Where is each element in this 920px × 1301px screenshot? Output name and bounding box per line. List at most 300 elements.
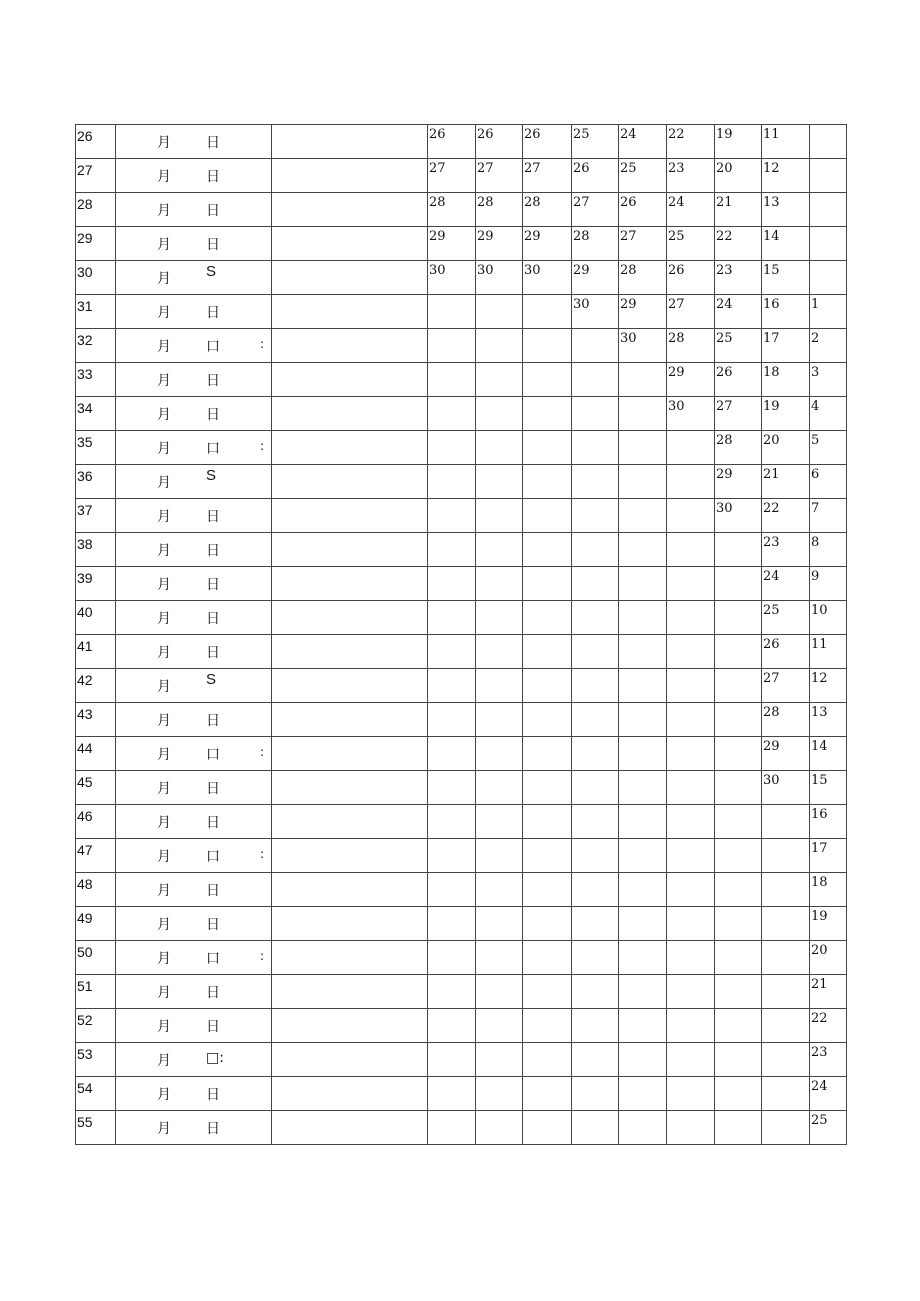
date-value-cell xyxy=(667,499,715,533)
row-number: 29 xyxy=(76,227,116,261)
date-value-cell: 23 xyxy=(667,159,715,193)
date-value-cell: 19 xyxy=(762,397,810,431)
date-value-cell xyxy=(667,1009,715,1043)
date-value-cell xyxy=(715,805,762,839)
month-day-cell xyxy=(116,941,272,975)
row-number: 40 xyxy=(76,601,116,635)
note-cell xyxy=(272,601,428,635)
day-label: 日 xyxy=(206,1087,220,1103)
date-value-cell xyxy=(523,1077,572,1111)
date-value-cell xyxy=(572,601,619,635)
row-number: 41 xyxy=(76,635,116,669)
day-label: 日 xyxy=(206,169,220,185)
month-day-cell xyxy=(116,397,272,431)
date-value-cell: 24 xyxy=(810,1077,847,1111)
date-value-cell: 17 xyxy=(810,839,847,873)
date-value-cell xyxy=(667,1077,715,1111)
month-label: 月 xyxy=(157,577,171,593)
date-value-cell xyxy=(428,465,476,499)
table-row xyxy=(76,363,847,397)
month-day-cell xyxy=(116,703,272,737)
table-row xyxy=(76,261,847,295)
month-label: 月 xyxy=(157,305,171,321)
date-value-cell: 30 xyxy=(762,771,810,805)
date-value-cell xyxy=(715,873,762,907)
date-value-cell: 22 xyxy=(715,227,762,261)
date-value-cell xyxy=(428,873,476,907)
date-value-cell: 26 xyxy=(476,125,523,159)
row-number: 26 xyxy=(76,125,116,159)
date-value-cell xyxy=(715,907,762,941)
table-row xyxy=(76,227,847,261)
month-day-cell xyxy=(116,261,272,295)
day-label: 日 xyxy=(206,373,220,389)
date-value-cell: 22 xyxy=(667,125,715,159)
date-value-cell: 25 xyxy=(762,601,810,635)
date-value-cell xyxy=(476,669,523,703)
note-cell xyxy=(272,397,428,431)
table-row xyxy=(76,295,847,329)
date-value-cell xyxy=(619,601,667,635)
date-value-cell xyxy=(667,975,715,1009)
table-row xyxy=(76,839,847,873)
day-label: 日 xyxy=(206,985,220,1001)
date-value-cell xyxy=(619,397,667,431)
table-row xyxy=(76,737,847,771)
date-value-cell xyxy=(715,703,762,737)
date-value-cell: 27 xyxy=(667,295,715,329)
date-value-cell xyxy=(619,635,667,669)
date-value-cell xyxy=(523,873,572,907)
row-number: 47 xyxy=(76,839,116,873)
date-value-cell xyxy=(572,431,619,465)
date-value-cell: 29 xyxy=(667,363,715,397)
row-number: 45 xyxy=(76,771,116,805)
month-day-cell xyxy=(116,295,272,329)
row-number: 43 xyxy=(76,703,116,737)
date-value-cell: 27 xyxy=(619,227,667,261)
date-value-cell: 19 xyxy=(810,907,847,941)
date-value-cell xyxy=(476,771,523,805)
note-cell xyxy=(272,363,428,397)
date-value-cell: 30 xyxy=(619,329,667,363)
month-label: 月 xyxy=(157,985,171,1001)
day-label: 口 xyxy=(206,441,220,457)
date-value-cell xyxy=(476,907,523,941)
date-value-cell xyxy=(523,1009,572,1043)
day-label: S xyxy=(206,671,217,688)
note-cell xyxy=(272,295,428,329)
date-value-cell xyxy=(715,635,762,669)
date-value-cell xyxy=(572,873,619,907)
date-value-cell xyxy=(667,839,715,873)
date-value-cell xyxy=(476,1111,523,1145)
date-value-cell: 4 xyxy=(810,397,847,431)
date-value-cell: 21 xyxy=(810,975,847,1009)
date-value-cell xyxy=(572,669,619,703)
date-value-cell: 29 xyxy=(762,737,810,771)
date-value-cell xyxy=(762,1111,810,1145)
date-value-cell: 20 xyxy=(715,159,762,193)
date-value-cell xyxy=(667,907,715,941)
month-label: 月 xyxy=(157,1053,171,1069)
date-value-cell xyxy=(523,329,572,363)
date-value-cell xyxy=(428,805,476,839)
date-value-cell xyxy=(619,669,667,703)
month-label: 月 xyxy=(157,951,171,967)
row-number: 50 xyxy=(76,941,116,975)
note-cell xyxy=(272,737,428,771)
day-label: 口 xyxy=(206,747,220,763)
date-value-cell xyxy=(476,975,523,1009)
day-label: 日 xyxy=(206,1121,220,1137)
date-value-cell xyxy=(619,975,667,1009)
month-day-cell xyxy=(116,1077,272,1111)
date-value-cell xyxy=(428,1043,476,1077)
date-value-cell xyxy=(476,601,523,635)
date-value-cell xyxy=(523,941,572,975)
month-day-cell xyxy=(116,125,272,159)
date-value-cell: 28 xyxy=(667,329,715,363)
table-row xyxy=(76,941,847,975)
date-value-cell xyxy=(476,533,523,567)
date-value-cell xyxy=(619,499,667,533)
date-value-cell xyxy=(619,941,667,975)
date-value-cell xyxy=(619,839,667,873)
date-value-cell xyxy=(667,873,715,907)
month-day-cell xyxy=(116,1111,272,1145)
month-day-cell xyxy=(116,975,272,1009)
note-cell xyxy=(272,159,428,193)
date-value-cell: 20 xyxy=(810,941,847,975)
day-label: 日 xyxy=(206,883,220,899)
month-day-cell xyxy=(116,873,272,907)
date-value-cell xyxy=(476,1009,523,1043)
row-number: 35 xyxy=(76,431,116,465)
table-row xyxy=(76,499,847,533)
row-number: 48 xyxy=(76,873,116,907)
month-label: 月 xyxy=(157,1087,171,1103)
date-value-cell: 21 xyxy=(762,465,810,499)
date-value-cell: 28 xyxy=(762,703,810,737)
date-value-cell xyxy=(428,567,476,601)
month-label: 月 xyxy=(157,679,171,695)
date-value-cell xyxy=(428,363,476,397)
table-row xyxy=(76,1111,847,1145)
date-value-cell xyxy=(715,1111,762,1145)
table-row xyxy=(76,329,847,363)
date-value-cell: 27 xyxy=(523,159,572,193)
date-value-cell xyxy=(810,193,847,227)
date-value-cell xyxy=(810,227,847,261)
month-day-cell xyxy=(116,567,272,601)
date-value-cell xyxy=(476,635,523,669)
month-day-cell xyxy=(116,669,272,703)
note-cell xyxy=(272,669,428,703)
month-day-cell xyxy=(116,771,272,805)
date-value-cell: 12 xyxy=(762,159,810,193)
row-number: 51 xyxy=(76,975,116,1009)
month-day-cell xyxy=(116,193,272,227)
date-value-cell xyxy=(572,839,619,873)
date-value-cell xyxy=(428,397,476,431)
date-value-cell: 22 xyxy=(810,1009,847,1043)
date-value-cell xyxy=(428,907,476,941)
date-value-cell: 25 xyxy=(619,159,667,193)
date-value-cell xyxy=(762,1009,810,1043)
date-value-cell: 7 xyxy=(810,499,847,533)
month-label: 月 xyxy=(157,1019,171,1035)
table-row xyxy=(76,907,847,941)
date-value-cell xyxy=(476,737,523,771)
note-cell xyxy=(272,873,428,907)
date-value-cell xyxy=(810,261,847,295)
date-value-cell: 26 xyxy=(572,159,619,193)
date-value-cell: 23 xyxy=(762,533,810,567)
date-value-cell: 24 xyxy=(762,567,810,601)
date-value-cell: 11 xyxy=(810,635,847,669)
table-row xyxy=(76,635,847,669)
table-row xyxy=(76,601,847,635)
date-value-cell xyxy=(619,363,667,397)
date-value-cell: 15 xyxy=(762,261,810,295)
note-cell xyxy=(272,805,428,839)
date-value-cell xyxy=(428,941,476,975)
date-value-cell xyxy=(619,465,667,499)
date-value-cell: 6 xyxy=(810,465,847,499)
date-value-cell xyxy=(667,567,715,601)
date-value-cell xyxy=(572,771,619,805)
date-value-cell xyxy=(523,601,572,635)
month-label: 月 xyxy=(157,645,171,661)
date-value-cell: 23 xyxy=(715,261,762,295)
row-number: 37 xyxy=(76,499,116,533)
month-label: 月 xyxy=(157,849,171,865)
date-value-cell xyxy=(428,635,476,669)
date-value-cell xyxy=(667,771,715,805)
date-value-cell xyxy=(619,1111,667,1145)
date-value-cell xyxy=(572,567,619,601)
date-value-cell xyxy=(572,1043,619,1077)
date-value-cell xyxy=(523,465,572,499)
date-value-cell: 13 xyxy=(762,193,810,227)
date-value-cell xyxy=(619,567,667,601)
date-value-cell: 27 xyxy=(476,159,523,193)
month-day-cell xyxy=(116,533,272,567)
table-row xyxy=(76,567,847,601)
date-value-cell: 29 xyxy=(619,295,667,329)
month-label: 月 xyxy=(157,713,171,729)
table-row xyxy=(76,1009,847,1043)
table-row xyxy=(76,669,847,703)
day-label: 日 xyxy=(206,815,220,831)
month-day-cell xyxy=(116,499,272,533)
month-label: 月 xyxy=(157,475,171,491)
date-value-cell: 30 xyxy=(572,295,619,329)
date-value-cell xyxy=(715,975,762,1009)
date-value-cell xyxy=(523,431,572,465)
note-cell xyxy=(272,1043,428,1077)
date-value-cell xyxy=(428,329,476,363)
date-value-cell xyxy=(715,771,762,805)
month-day-cell xyxy=(116,159,272,193)
date-value-cell xyxy=(572,907,619,941)
table-row xyxy=(76,1043,847,1077)
date-value-cell xyxy=(428,295,476,329)
table-row xyxy=(76,159,847,193)
date-value-cell xyxy=(715,1077,762,1111)
date-value-cell xyxy=(762,1077,810,1111)
date-value-cell: 13 xyxy=(810,703,847,737)
date-value-cell xyxy=(667,1043,715,1077)
day-label: 日 xyxy=(206,917,220,933)
date-value-cell xyxy=(523,295,572,329)
note-cell xyxy=(272,465,428,499)
date-value-cell: 2 xyxy=(810,329,847,363)
date-value-cell xyxy=(715,1043,762,1077)
row-number: 42 xyxy=(76,669,116,703)
row-number: 52 xyxy=(76,1009,116,1043)
day-label: 日 xyxy=(206,135,220,151)
date-value-cell xyxy=(762,975,810,1009)
date-value-cell xyxy=(523,499,572,533)
date-value-cell: 19 xyxy=(715,125,762,159)
date-value-cell xyxy=(476,941,523,975)
month-label: 月 xyxy=(157,237,171,253)
day-label: 日 xyxy=(206,645,220,661)
table-row xyxy=(76,125,847,159)
month-label: 月 xyxy=(157,543,171,559)
date-value-cell xyxy=(619,703,667,737)
date-value-cell: 30 xyxy=(667,397,715,431)
date-value-cell: 28 xyxy=(476,193,523,227)
note-cell xyxy=(272,1111,428,1145)
date-value-cell xyxy=(572,1077,619,1111)
row-number: 33 xyxy=(76,363,116,397)
date-value-cell xyxy=(428,737,476,771)
note-cell xyxy=(272,533,428,567)
day-label: 日 xyxy=(206,305,220,321)
date-value-cell xyxy=(428,839,476,873)
date-value-cell xyxy=(428,431,476,465)
date-value-cell xyxy=(762,907,810,941)
date-value-cell xyxy=(667,703,715,737)
month-label: 月 xyxy=(157,747,171,763)
date-value-cell: 25 xyxy=(572,125,619,159)
table-row xyxy=(76,1077,847,1111)
date-value-cell xyxy=(572,363,619,397)
row-number: 32 xyxy=(76,329,116,363)
month-day-cell xyxy=(116,635,272,669)
date-value-cell xyxy=(523,1111,572,1145)
time-colon: : xyxy=(260,745,265,759)
date-grid-table xyxy=(75,124,847,1145)
date-value-cell: 25 xyxy=(715,329,762,363)
date-value-cell xyxy=(428,1009,476,1043)
date-value-cell xyxy=(667,669,715,703)
date-value-cell xyxy=(572,533,619,567)
date-value-cell: 5 xyxy=(810,431,847,465)
date-value-cell xyxy=(523,805,572,839)
month-label: 月 xyxy=(157,339,171,355)
date-value-cell xyxy=(667,805,715,839)
date-value-cell: 30 xyxy=(715,499,762,533)
date-value-cell: 27 xyxy=(715,397,762,431)
row-number: 46 xyxy=(76,805,116,839)
date-value-cell: 20 xyxy=(762,431,810,465)
date-value-cell xyxy=(523,533,572,567)
day-label: 日 xyxy=(206,543,220,559)
date-value-cell: 26 xyxy=(428,125,476,159)
note-cell xyxy=(272,567,428,601)
date-value-cell xyxy=(476,805,523,839)
date-value-cell xyxy=(428,499,476,533)
month-day-cell xyxy=(116,363,272,397)
month-day-cell xyxy=(116,465,272,499)
note-cell xyxy=(272,635,428,669)
date-value-cell xyxy=(523,567,572,601)
date-value-cell xyxy=(572,635,619,669)
date-value-cell xyxy=(762,873,810,907)
month-label: 月 xyxy=(157,611,171,627)
date-value-cell xyxy=(715,601,762,635)
date-value-cell xyxy=(523,907,572,941)
row-number: 55 xyxy=(76,1111,116,1145)
date-value-cell: 14 xyxy=(810,737,847,771)
note-cell xyxy=(272,227,428,261)
date-value-cell xyxy=(572,397,619,431)
date-value-cell: 24 xyxy=(667,193,715,227)
day-label: 日 xyxy=(206,713,220,729)
date-value-cell xyxy=(762,1043,810,1077)
date-value-cell xyxy=(428,533,476,567)
date-value-cell xyxy=(762,941,810,975)
date-value-cell xyxy=(619,873,667,907)
month-day-cell xyxy=(116,1009,272,1043)
date-value-cell: 28 xyxy=(572,227,619,261)
note-cell xyxy=(272,125,428,159)
date-value-cell: 17 xyxy=(762,329,810,363)
date-value-cell xyxy=(667,941,715,975)
date-value-cell xyxy=(715,669,762,703)
date-value-cell: 8 xyxy=(810,533,847,567)
date-value-cell: 24 xyxy=(715,295,762,329)
date-value-cell xyxy=(619,805,667,839)
note-cell xyxy=(272,499,428,533)
date-value-cell xyxy=(428,1077,476,1111)
date-value-cell xyxy=(810,159,847,193)
date-value-cell: 24 xyxy=(619,125,667,159)
time-colon: : xyxy=(260,337,265,351)
month-label: 月 xyxy=(157,169,171,185)
date-value-cell xyxy=(428,771,476,805)
date-value-cell: 28 xyxy=(715,431,762,465)
date-value-cell xyxy=(476,431,523,465)
date-value-cell xyxy=(619,533,667,567)
date-value-cell: 26 xyxy=(523,125,572,159)
date-value-cell xyxy=(715,1009,762,1043)
date-value-cell: 27 xyxy=(762,669,810,703)
date-value-cell xyxy=(619,737,667,771)
month-label: 月 xyxy=(157,441,171,457)
row-number: 44 xyxy=(76,737,116,771)
date-value-cell xyxy=(523,363,572,397)
time-colon: : xyxy=(260,949,265,963)
date-value-cell xyxy=(572,805,619,839)
date-value-cell: 28 xyxy=(619,261,667,295)
date-value-cell: 1 xyxy=(810,295,847,329)
month-day-cell xyxy=(116,431,272,465)
